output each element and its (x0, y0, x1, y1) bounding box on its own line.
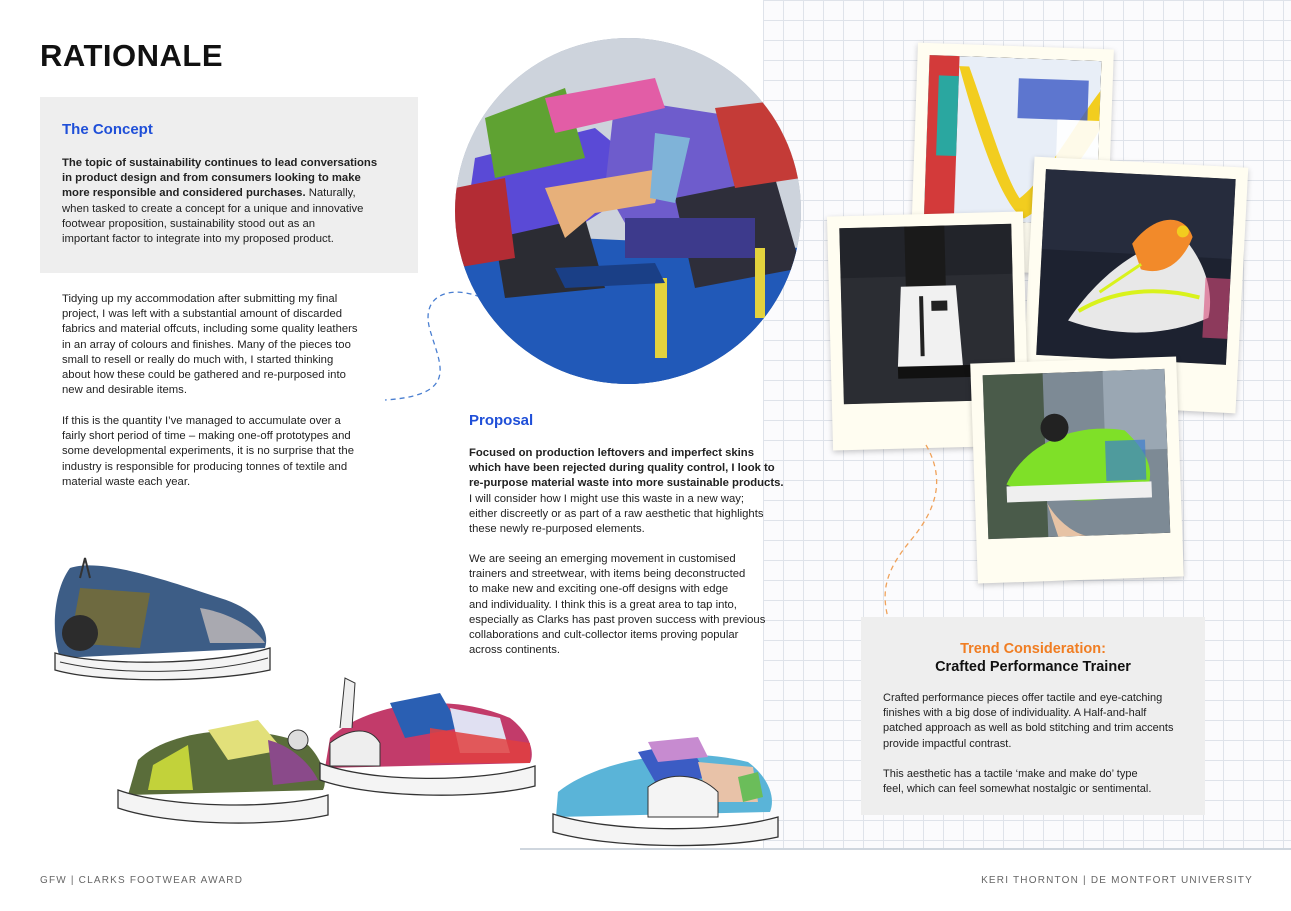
trend-line: provide impactful contrast. (883, 737, 1012, 750)
trainer-photo (970, 356, 1184, 583)
tidying-line: fabrics and material offcuts, including some quality leathers (62, 323, 358, 336)
tidying-line: about how these could be gathered and re-purposed into (62, 369, 346, 382)
dashed-connector (876, 440, 946, 620)
proposal-line: We are seeing an emerging movement in customised (469, 553, 736, 565)
tidying-line: Tidying up my accommodation after submitting my final (62, 293, 338, 305)
concept-body (62, 156, 407, 247)
proposal-heading: Proposal (469, 412, 534, 429)
proposal-line: across continents. (469, 644, 561, 657)
footer-left: GFW | CLARKS FOOTWEAR AWARD (40, 875, 244, 886)
concept-bold-line: The topic of sustainability continues to lead conversations (62, 157, 378, 169)
fabric-scraps-photo (455, 38, 801, 384)
proposal-body (469, 446, 799, 537)
proposal-line: and individuality. I think this is a great area to tap into, (469, 598, 737, 611)
trainer-sketch (548, 732, 783, 857)
trend-line: This aesthetic has a tactile ‘make and make do’ type (883, 768, 1138, 780)
quantity-line: If this is the quantity I’ve managed to accumulate over a (62, 415, 341, 427)
proposal-paragraph-2 (469, 552, 799, 658)
quantity-line: some developmental experiments, it is no surprise that the (62, 445, 354, 458)
proposal-line: I will consider how I might use this waste in a new way; (469, 492, 745, 505)
concept-panel (40, 97, 418, 273)
proposal-line: collaborations and cult-collector items proving popular (469, 629, 739, 642)
trainer-sketch (310, 668, 540, 803)
trend-paragraph-1 (883, 691, 1193, 752)
quantity-line: fairly short period of time – making one-off prototypes and (62, 430, 351, 443)
proposal-line: these newly re-purposed elements. (469, 523, 645, 536)
trend-line: finishes with a big dose of individuality. A Half-and-half (883, 707, 1147, 720)
trend-heading: Trend Consideration: (960, 641, 1106, 657)
concept-line: when tasked to create a concept for a unique and innovative (62, 202, 364, 215)
tidying-line: project, I was left with a substantial amount of discarded (62, 308, 343, 321)
proposal-bold-line: which have been rejected during quality control, I look to (469, 462, 775, 475)
trend-line: feel, which can feel somewhat nostalgic or sentimental. (883, 783, 1152, 796)
trend-line: patched approach as well as bold stitching and trim accents (883, 722, 1174, 735)
trend-subheading: Crafted Performance Trainer (935, 659, 1131, 675)
quantity-line: material waste each year. (62, 475, 191, 488)
concept-line: Naturally, (305, 187, 356, 200)
proposal-line: especially as Clarks has past proven success with previous (469, 613, 766, 626)
concept-bold-line: in product design and from consumers looking to make (62, 172, 361, 185)
concept-heading: The Concept (62, 121, 153, 138)
tidying-line: small to resell or really do much with, I started thinking (62, 353, 334, 366)
quantity-paragraph (62, 414, 407, 490)
concept-bold-line: more responsible and considered purchases. (62, 187, 306, 200)
trend-panel (861, 617, 1205, 815)
page-title: RATIONALE (40, 38, 224, 73)
concept-line: footwear proposition, sustainability stood out as an (62, 217, 316, 230)
proposal-bold-line: Focused on production leftovers and imperfect skins (469, 447, 754, 459)
tidying-paragraph (62, 292, 407, 398)
concept-line: important factor to integrate into my proposed product. (62, 233, 334, 246)
proposal-line: trainers and streetwear, with items being deconstructed (469, 568, 746, 581)
tidying-line: new and desirable items. (62, 384, 187, 397)
trend-line: Crafted performance pieces offer tactile and eye-catching (883, 692, 1163, 704)
dashed-connector (380, 285, 490, 410)
proposal-line: to make new and exciting one-off designs with edge (469, 583, 729, 596)
trend-paragraph-2 (883, 767, 1193, 797)
footer-right: KERI THORNTON | DE MONTFORT UNIVERSITY (981, 875, 1253, 886)
trainer-sketch (40, 548, 290, 688)
proposal-line: either discreetly or as part of a raw aesthetic that highlights (469, 507, 764, 520)
quantity-line: industry is responsible for producing tonnes of textile and (62, 460, 348, 473)
proposal-bold-line: re-purpose material waste into more sustainable products. (469, 477, 784, 490)
trainer-sketch (108, 690, 338, 830)
tidying-line: in an array of colours and finishes. Many of the pieces too (62, 338, 351, 351)
